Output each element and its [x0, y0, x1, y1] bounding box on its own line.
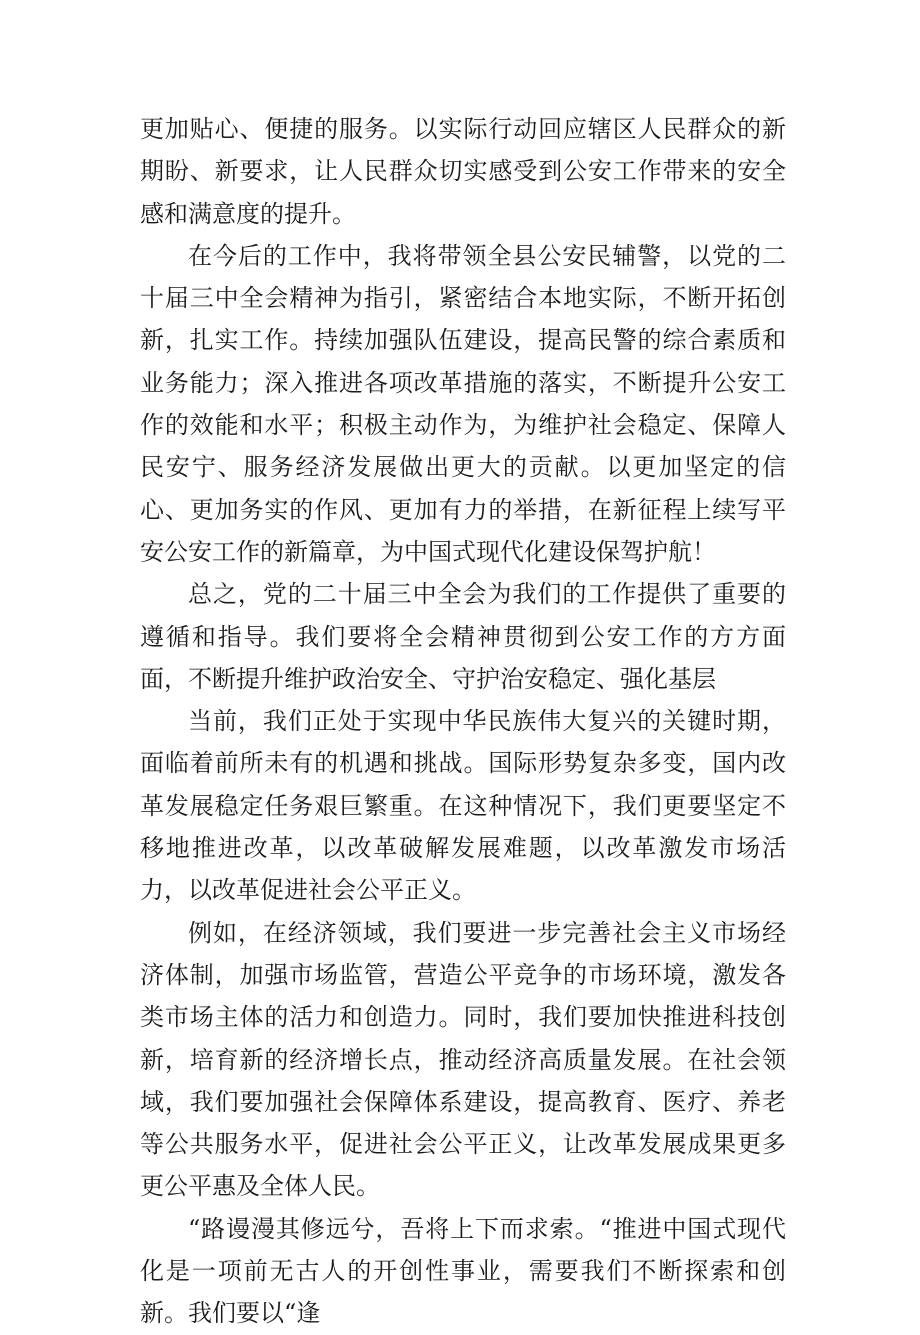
paragraph-3: 总之，党的二十届三中全会为我们的工作提供了重要的遵循和指导。我们要将全会精神贯彻到公安工作的方方面面，不断提升维护政治安全、守护治安稳定、强化基层: [140, 580, 786, 693]
paragraph-4: 当前，我们正处于实现中华民族伟大复兴的关键时期，面临着前所未有的机遇和挑战。国际形势复杂多变，国内改革发展稳定任务艰巨繁重。在这种情况下，我们更要坚定不移地推进改革，以改革破解发展难题，以改革激发市场活力，以改革促进社会公平正义。: [140, 707, 786, 905]
paragraph-5: 例如，在经济领域，我们要进一步完善社会主义市场经济体制，加强市场监管，营造公平竞争的市场环境，激发各类市场主体的活力和创造力。同时，我们要加快推进科技创新，培育新的经济增长点，推动经济高质量发展。在社会领域，我们要加强社会保障体系建设，提高教育、医疗、养老等公共服务水平，促进社会公平正义，让改革发展成果更多更公平惠及全体人民。: [140, 918, 786, 1201]
paragraph-1: 更加贴心、便捷的服务。以实际行动回应辖区人民群众的新期盼、新要求，让人民群众切实感受到公安工作带来的安全感和满意度的提升。: [140, 115, 786, 228]
paragraph-2: 在今后的工作中，我将带领全县公安民辅警，以党的二十届三中全会精神为指引，紧密结合本地实际，不断开拓创新，扎实工作。持续加强队伍建设，提高民警的综合素质和业务能力；深入推进各项改革措施的落实，不断提升公安工作的效能和水平；积极主动作为，为维护社会稳定、保障人民安宁、服务经济发展做出更大的贡献。以更加坚定的信心、更加务实的作风、更加有力的举措，在新征程上续写平安公安工作的新篇章，为中国式现代化建设保驾护航！: [140, 241, 786, 566]
document-body: [140, 108, 786, 1335]
paragraph-6: “路谩漫其修远兮，吾将上下而求索。“推进中国式现代化是一项前无古人的开创性事业，需要我们不断探索和创新。我们要以“逢: [140, 1214, 786, 1328]
